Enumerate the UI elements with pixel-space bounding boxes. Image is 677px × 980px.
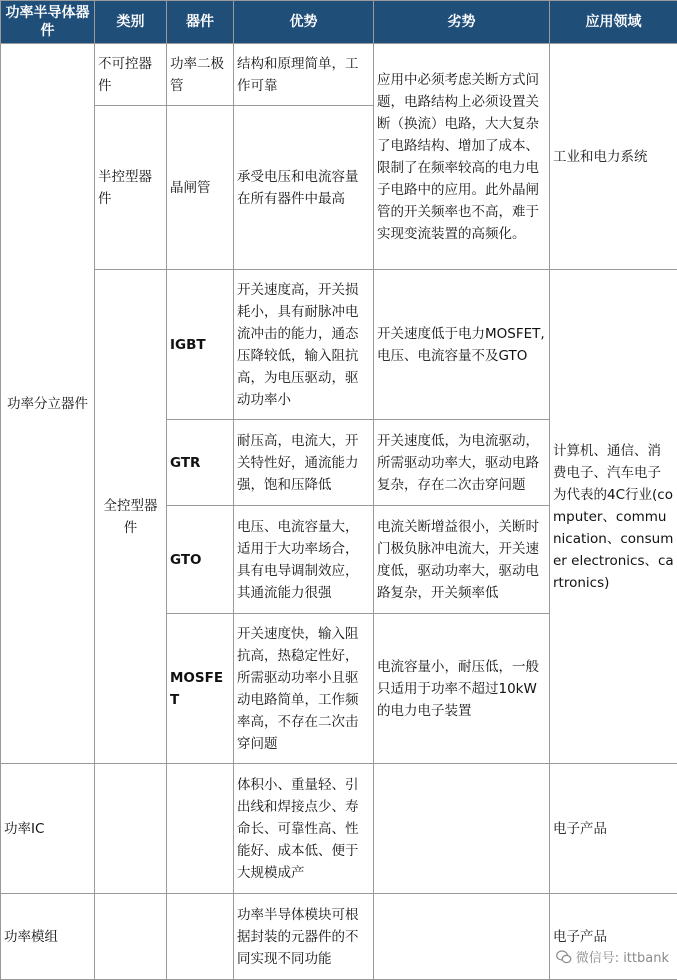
advantage-cell: 耐压高，电流大，开关特性好，通流能力强，饱和压降低: [234, 420, 374, 506]
advantage-cell: 开关速度高，开关损耗小，具有耐脉冲电流冲击的能力，通态压降较低，输入阻抗高，为电压驱动，驱动功率小: [234, 270, 374, 420]
empty-cell: [167, 894, 234, 980]
device-cell: GTR: [167, 420, 234, 506]
disadvantage-cell: 电流关断增益很小，关断时门极负脉冲电流大，开关速度低，驱动功率大，驱动电路复杂，开关频率低: [374, 506, 550, 614]
table-row: [1, 894, 677, 980]
disadvantage-shared-cell: 应用中必须考虑关断方式问题，电路结构上必须设置关断（换流）电路，大大复杂了电路结构、增加了成本、限制了在频率较高的电力电子电路中的应用。此外晶闸管的开关频率也不高，难于实现变流装置的高频化。: [374, 44, 550, 270]
empty-cell: [374, 894, 550, 980]
header-device: 器件: [167, 1, 234, 44]
group-module: 功率模组: [1, 894, 95, 980]
table-row: [1, 764, 677, 894]
header-group: 功率半导体器件: [1, 1, 95, 44]
application-cell: 电子产品: [550, 894, 677, 980]
advantage-cell: 开关速度快，输入阻抗高，热稳定性好，所需驱动功率小且驱动电路简单，工作频率高，不存在二次击穿问题: [234, 614, 374, 764]
advantage-cell: 结构和原理简单，工作可靠: [234, 44, 374, 106]
device-cell: 晶闸管: [167, 106, 234, 270]
header-row: [1, 1, 677, 44]
device-cell: GTO: [167, 506, 234, 614]
category-full: 全控型器件: [95, 270, 167, 764]
application-cell: 电子产品: [550, 764, 677, 894]
category-uncontrolled: 不可控器件: [95, 44, 167, 106]
advantage-cell: 体积小、重量轻、引出线和焊接点少、寿命长、可靠性高、性能好、成本低、便于大规模成产: [234, 764, 374, 894]
empty-cell: [167, 764, 234, 894]
advantage-cell: 电压、电流容量大，适用于大功率场合，具有电导调制效应，其通流能力很强: [234, 506, 374, 614]
header-disadvantage: 劣势: [374, 1, 550, 44]
header-application: 应用领域: [550, 1, 677, 44]
disadvantage-cell: 开关速度低于电力MOSFET,电压、电流容量不及GTO: [374, 270, 550, 420]
disadvantage-cell: 开关速度低，为电流驱动，所需驱动功率大，驱动电路复杂，存在二次击穿问题: [374, 420, 550, 506]
device-cell: IGBT: [167, 270, 234, 420]
wechat-icon: [556, 949, 572, 965]
empty-cell: [95, 894, 167, 980]
device-cell: MOSFET: [167, 614, 234, 764]
application-industrial: 工业和电力系统: [550, 44, 677, 270]
table-row: [1, 270, 677, 420]
header-advantage: 优势: [234, 1, 374, 44]
watermark: [556, 947, 669, 966]
group-ic: 功率IC: [1, 764, 95, 894]
empty-cell: [374, 764, 550, 894]
device-cell: 功率二极管: [167, 44, 234, 106]
table-row: [1, 44, 677, 106]
advantage-cell: 承受电压和电流容量在所有器件中最高: [234, 106, 374, 270]
application-4c: 计算机、通信、消费电子、汽车电子为代表的4C行业(computer、communication、consumer electronics、cartronics): [550, 270, 677, 764]
advantage-cell: 功率半导体模块可根据封装的元器件的不同实现不同功能: [234, 894, 374, 980]
category-semi: 半控型器件: [95, 106, 167, 270]
disadvantage-cell: 电流容量小，耐压低，一般只适用于功率不超过10kW的电力电子装置: [374, 614, 550, 764]
header-category: 类别: [95, 1, 167, 44]
watermark-text: 微信号: ittbank: [576, 947, 669, 966]
empty-cell: [95, 764, 167, 894]
group-discrete: 功率分立器件: [1, 44, 95, 764]
